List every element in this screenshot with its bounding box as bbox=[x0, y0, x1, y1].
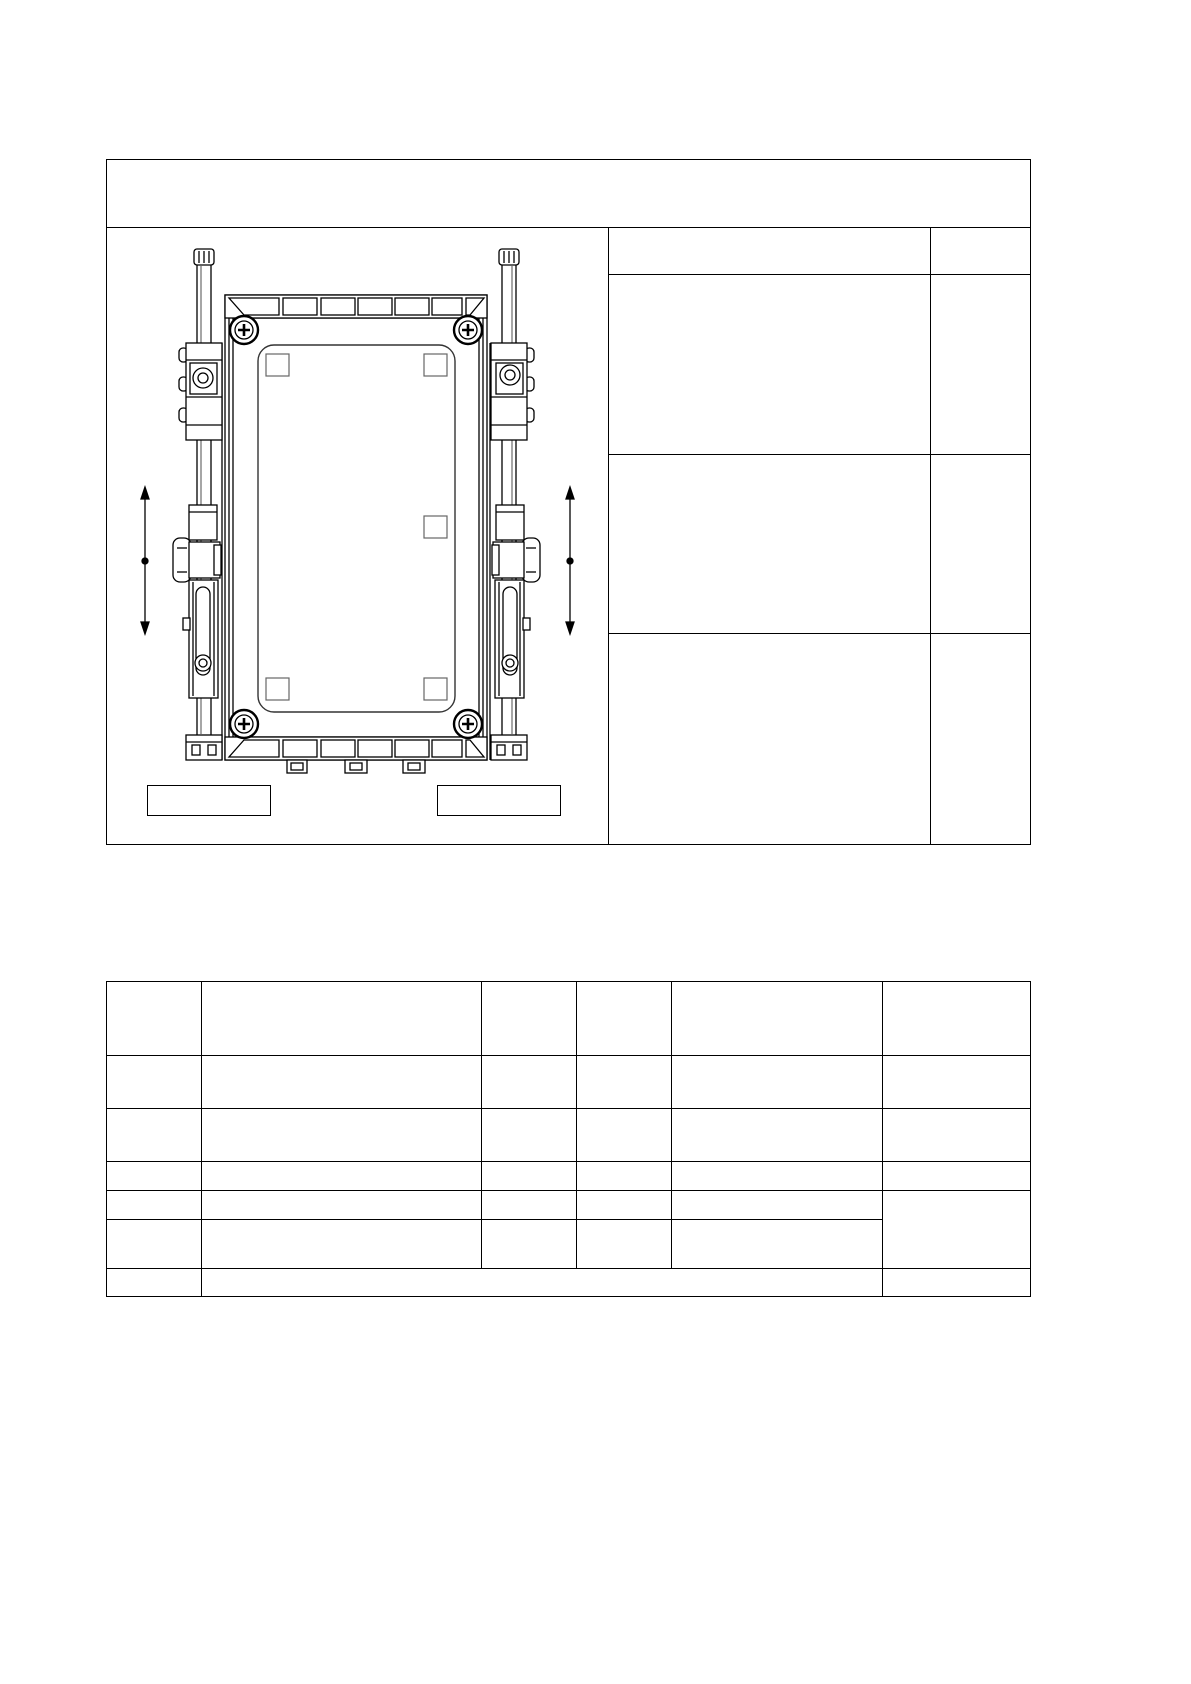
table-cell bbox=[107, 1109, 202, 1162]
table-row bbox=[107, 1191, 1031, 1220]
spec-item bbox=[609, 634, 931, 845]
table-footer-row bbox=[107, 1269, 1031, 1297]
header-cell bbox=[577, 982, 672, 1056]
table-cell bbox=[482, 1191, 577, 1220]
table-cell bbox=[577, 1220, 672, 1269]
spec-sheet bbox=[106, 159, 1031, 845]
table-cell bbox=[482, 1220, 577, 1269]
table-cell bbox=[672, 1109, 883, 1162]
spec-value bbox=[931, 275, 1031, 455]
table-cell bbox=[482, 1109, 577, 1162]
spec-item bbox=[609, 455, 931, 634]
header-cell bbox=[202, 982, 482, 1056]
table-cell bbox=[107, 1162, 202, 1191]
header-cell bbox=[672, 982, 883, 1056]
table-cell bbox=[107, 1056, 202, 1109]
drawing-label-left bbox=[147, 785, 271, 816]
spec-value bbox=[931, 455, 1031, 634]
table-cell bbox=[107, 1191, 202, 1220]
table-cell bbox=[883, 1109, 1031, 1162]
table-cell bbox=[672, 1162, 883, 1191]
spec-value bbox=[931, 634, 1031, 845]
table-row bbox=[107, 1056, 1031, 1109]
drawing-cell bbox=[107, 228, 609, 845]
merged-cell bbox=[202, 1269, 883, 1297]
table-cell bbox=[577, 1109, 672, 1162]
table-cell bbox=[202, 1162, 482, 1191]
table-cell bbox=[482, 1162, 577, 1191]
table-cell bbox=[107, 1269, 202, 1297]
table-cell bbox=[202, 1220, 482, 1269]
parts-table bbox=[106, 981, 1031, 1297]
table-cell bbox=[672, 1220, 883, 1269]
table-cell bbox=[883, 1269, 1031, 1297]
spec-item-header bbox=[609, 228, 931, 275]
table-cell bbox=[883, 1056, 1031, 1109]
table-cell bbox=[107, 1220, 202, 1269]
table-cell bbox=[672, 1191, 883, 1220]
table-cell bbox=[577, 1162, 672, 1191]
header-cell bbox=[107, 982, 202, 1056]
table-row bbox=[107, 1109, 1031, 1162]
table-cell bbox=[202, 1191, 482, 1220]
merged-cell bbox=[883, 1191, 1031, 1269]
spec-item bbox=[609, 275, 931, 455]
table-row bbox=[107, 1162, 1031, 1191]
table-cell bbox=[672, 1056, 883, 1109]
table-cell bbox=[202, 1109, 482, 1162]
drawing-label-right bbox=[437, 785, 561, 816]
table-cell bbox=[482, 1056, 577, 1109]
spec-value-header bbox=[931, 228, 1031, 275]
header-cell bbox=[482, 982, 577, 1056]
table-cell bbox=[202, 1056, 482, 1109]
table-cell bbox=[883, 1162, 1031, 1191]
sheet-title bbox=[107, 160, 1031, 228]
header-cell bbox=[883, 982, 1031, 1056]
table-header-row bbox=[107, 982, 1031, 1056]
table-cell bbox=[577, 1191, 672, 1220]
table-cell bbox=[577, 1056, 672, 1109]
